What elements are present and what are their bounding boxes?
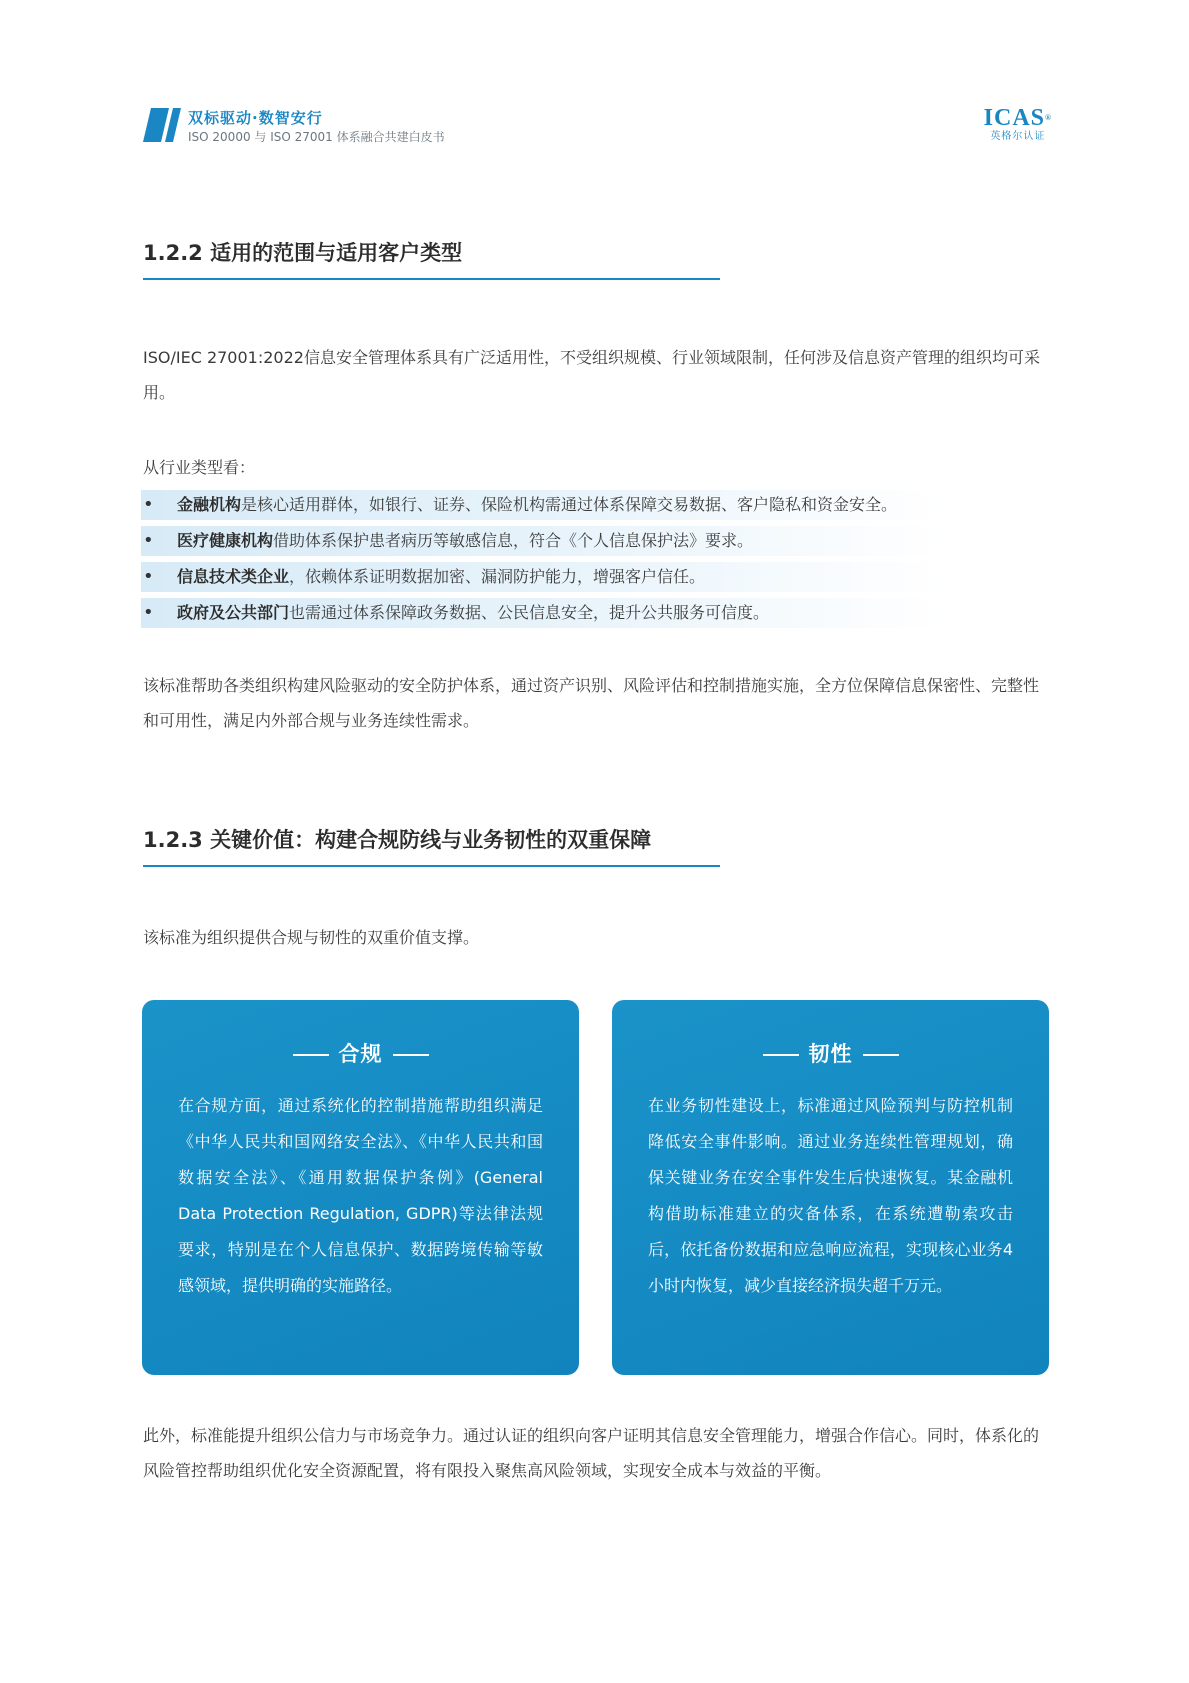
title-rule-left (293, 1054, 329, 1056)
title-rule-right (863, 1054, 899, 1056)
section-122-summary: 该标准帮助各类组织构建风险驱动的安全防护体系，通过资产识别、风险评估和控制措施实施，全方位保障信息保密性、完整性和可用性，满足内外部合规与业务连续性需求。 (143, 676, 1040, 730)
bullet-dot: • (143, 602, 154, 623)
bullet-dot: • (143, 530, 154, 551)
brand-name: ICAS® (983, 105, 1052, 131)
card-body: 在合规方面，通过系统化的控制措施帮助组织满足《中华人民共和国网络安全法》、《中华人民共和国数据安全法》、《通用数据保护条例》(General Data Protection Regulation, GDPR)等法律法规要求，特别是在个人信息保护、数据跨境传输等敏感领域，提供明确的实施路径。 (178, 1096, 543, 1295)
section-122-heading: 1.2.2 适用的范围与适用客户类型 (143, 237, 720, 280)
brand-stripes-icon (143, 108, 183, 142)
title-rule-right (393, 1054, 429, 1056)
card-title: 韧性 (612, 1038, 1049, 1068)
header-title: 双标驱动·数智安行 (188, 109, 323, 127)
list-item (141, 598, 941, 628)
bullet-text: 医疗健康机构借助体系保护患者病历等敏感信息，符合《个人信息保护法》要求。 (177, 531, 754, 550)
list-item (141, 490, 941, 520)
section-123-intro: 该标准为组织提供合规与韧性的双重价值支撑。 (143, 928, 480, 947)
resilience-card (612, 1000, 1049, 1375)
brand-chinese-name: 英格尔认证 (990, 131, 1046, 142)
industry-lead: 从行业类型看： (143, 458, 256, 477)
card-body: 在业务韧性建设上，标准通过风险预判与防控机制降低安全事件影响。通过业务连续性管理规划，确保关键业务在安全事件发生后快速恢复。某金融机构借助标准建立的灾备体系，在系统遭勒索攻击后，依托备份数据和应急响应流程，实现核心业务4小时内恢复，减少直接经济损失超千万元。 (648, 1096, 1013, 1295)
bullet-text: 政府及公共部门也需通过体系保障政务数据、公民信息安全，提升公共服务可信度。 (177, 603, 770, 622)
compliance-card (142, 1000, 579, 1375)
bullet-dot: • (143, 566, 154, 587)
header-subtitle: ISO 20000 与 ISO 27001 体系融合共建白皮书 (188, 130, 445, 144)
bullet-dot: • (143, 494, 154, 515)
list-item (141, 562, 941, 592)
section-122-intro: ISO/IEC 27001:2022信息安全管理体系具有广泛适用性，不受组织规模、行业领域限制，任何涉及信息资产管理的组织均可采用。 (143, 348, 1040, 402)
bullet-text: 信息技术类企业，依赖体系证明数据加密、漏洞防护能力，增强客户信任。 (177, 567, 706, 586)
brand-logo (984, 106, 1052, 144)
section-123-closing: 此外，标准能提升组织公信力与市场竞争力。通过认证的组织向客户证明其信息安全管理能力，增强合作信心。同时，体系化的风险管控帮助组织优化安全资源配置，将有限投入聚焦高风险领域，实现安全成本与效益的平衡。 (143, 1426, 1040, 1480)
bullet-text: 金融机构是核心适用群体，如银行、证券、保险机构需通过体系保障交易数据、客户隐私和资金安全。 (177, 495, 898, 514)
title-rule-left (763, 1054, 799, 1056)
list-item (141, 526, 941, 556)
card-title: 合规 (142, 1038, 579, 1068)
industry-list (141, 490, 941, 634)
section-123-heading: 1.2.3 关键价值：构建合规防线与业务韧性的双重保障 (143, 824, 720, 867)
